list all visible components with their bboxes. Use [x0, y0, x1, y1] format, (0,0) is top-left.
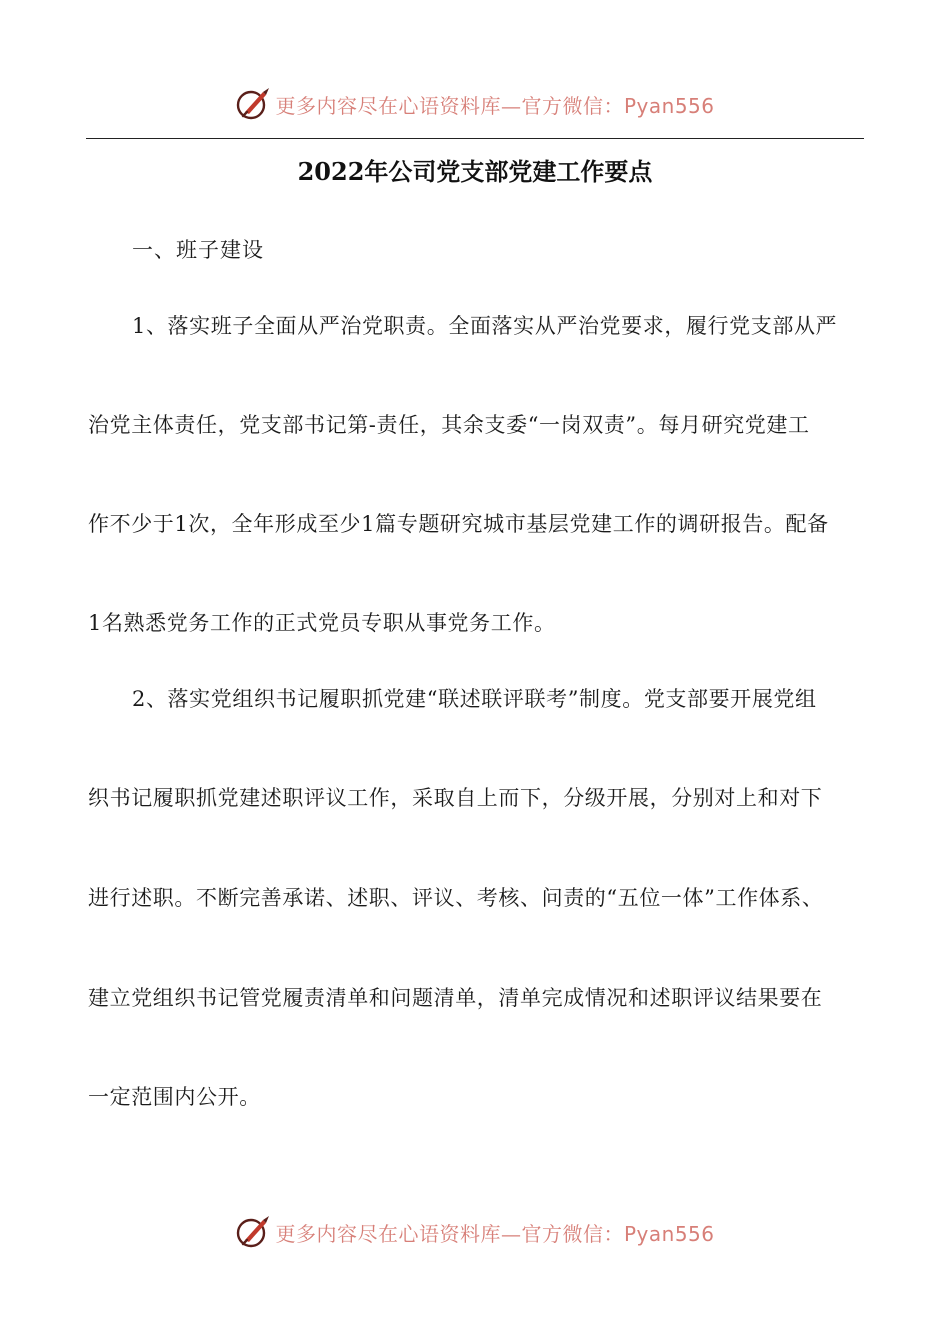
header-divider	[86, 138, 864, 139]
paragraph-line: 2、落实党组织书记履职抓党建“联述联评联考”制度。党支部要开展党组	[132, 687, 817, 711]
footer-banner	[0, 1210, 950, 1254]
paragraph-line: 1名熟悉党务工作的正式党员专职从事党务工作。	[88, 611, 556, 635]
paragraph-line: 1、落实班子全面从严治党职责。全面落实从严治党要求，履行党支部从严	[132, 314, 838, 338]
footer-banner-text: 更多内容尽在心语资料库—官方微信：Pyan556	[275, 1221, 715, 1246]
paragraph-line: 一定范围内公开。	[88, 1085, 261, 1109]
paragraph-line: 作不少于1次，全年形成至少1篇专题研究城市基层党建工作的调研报告。配备	[88, 512, 829, 536]
document-title: 2022年公司党支部党建工作要点	[297, 157, 653, 186]
quill-logo-icon	[235, 1214, 271, 1250]
paragraph-line: 进行述职。不断完善承诺、述职、评议、考核、问责的“五位一体”工作体系、	[88, 886, 824, 910]
paragraph-line: 治党主体责任，党支部书记第-责任，其余支委“一岗双责”。每月研究党建工	[88, 413, 810, 437]
paragraph-line: 建立党组织书记管党履责清单和问题清单，清单完成情况和述职评议结果要在	[88, 986, 823, 1010]
header-banner	[0, 82, 950, 126]
paragraph-line: 织书记履职抓党建述职评议工作，采取自上而下，分级开展，分别对上和对下	[88, 786, 823, 810]
quill-logo-icon	[235, 86, 271, 122]
section-heading: 一、班子建设	[132, 238, 264, 262]
header-banner-text: 更多内容尽在心语资料库—官方微信：Pyan556	[275, 93, 715, 118]
